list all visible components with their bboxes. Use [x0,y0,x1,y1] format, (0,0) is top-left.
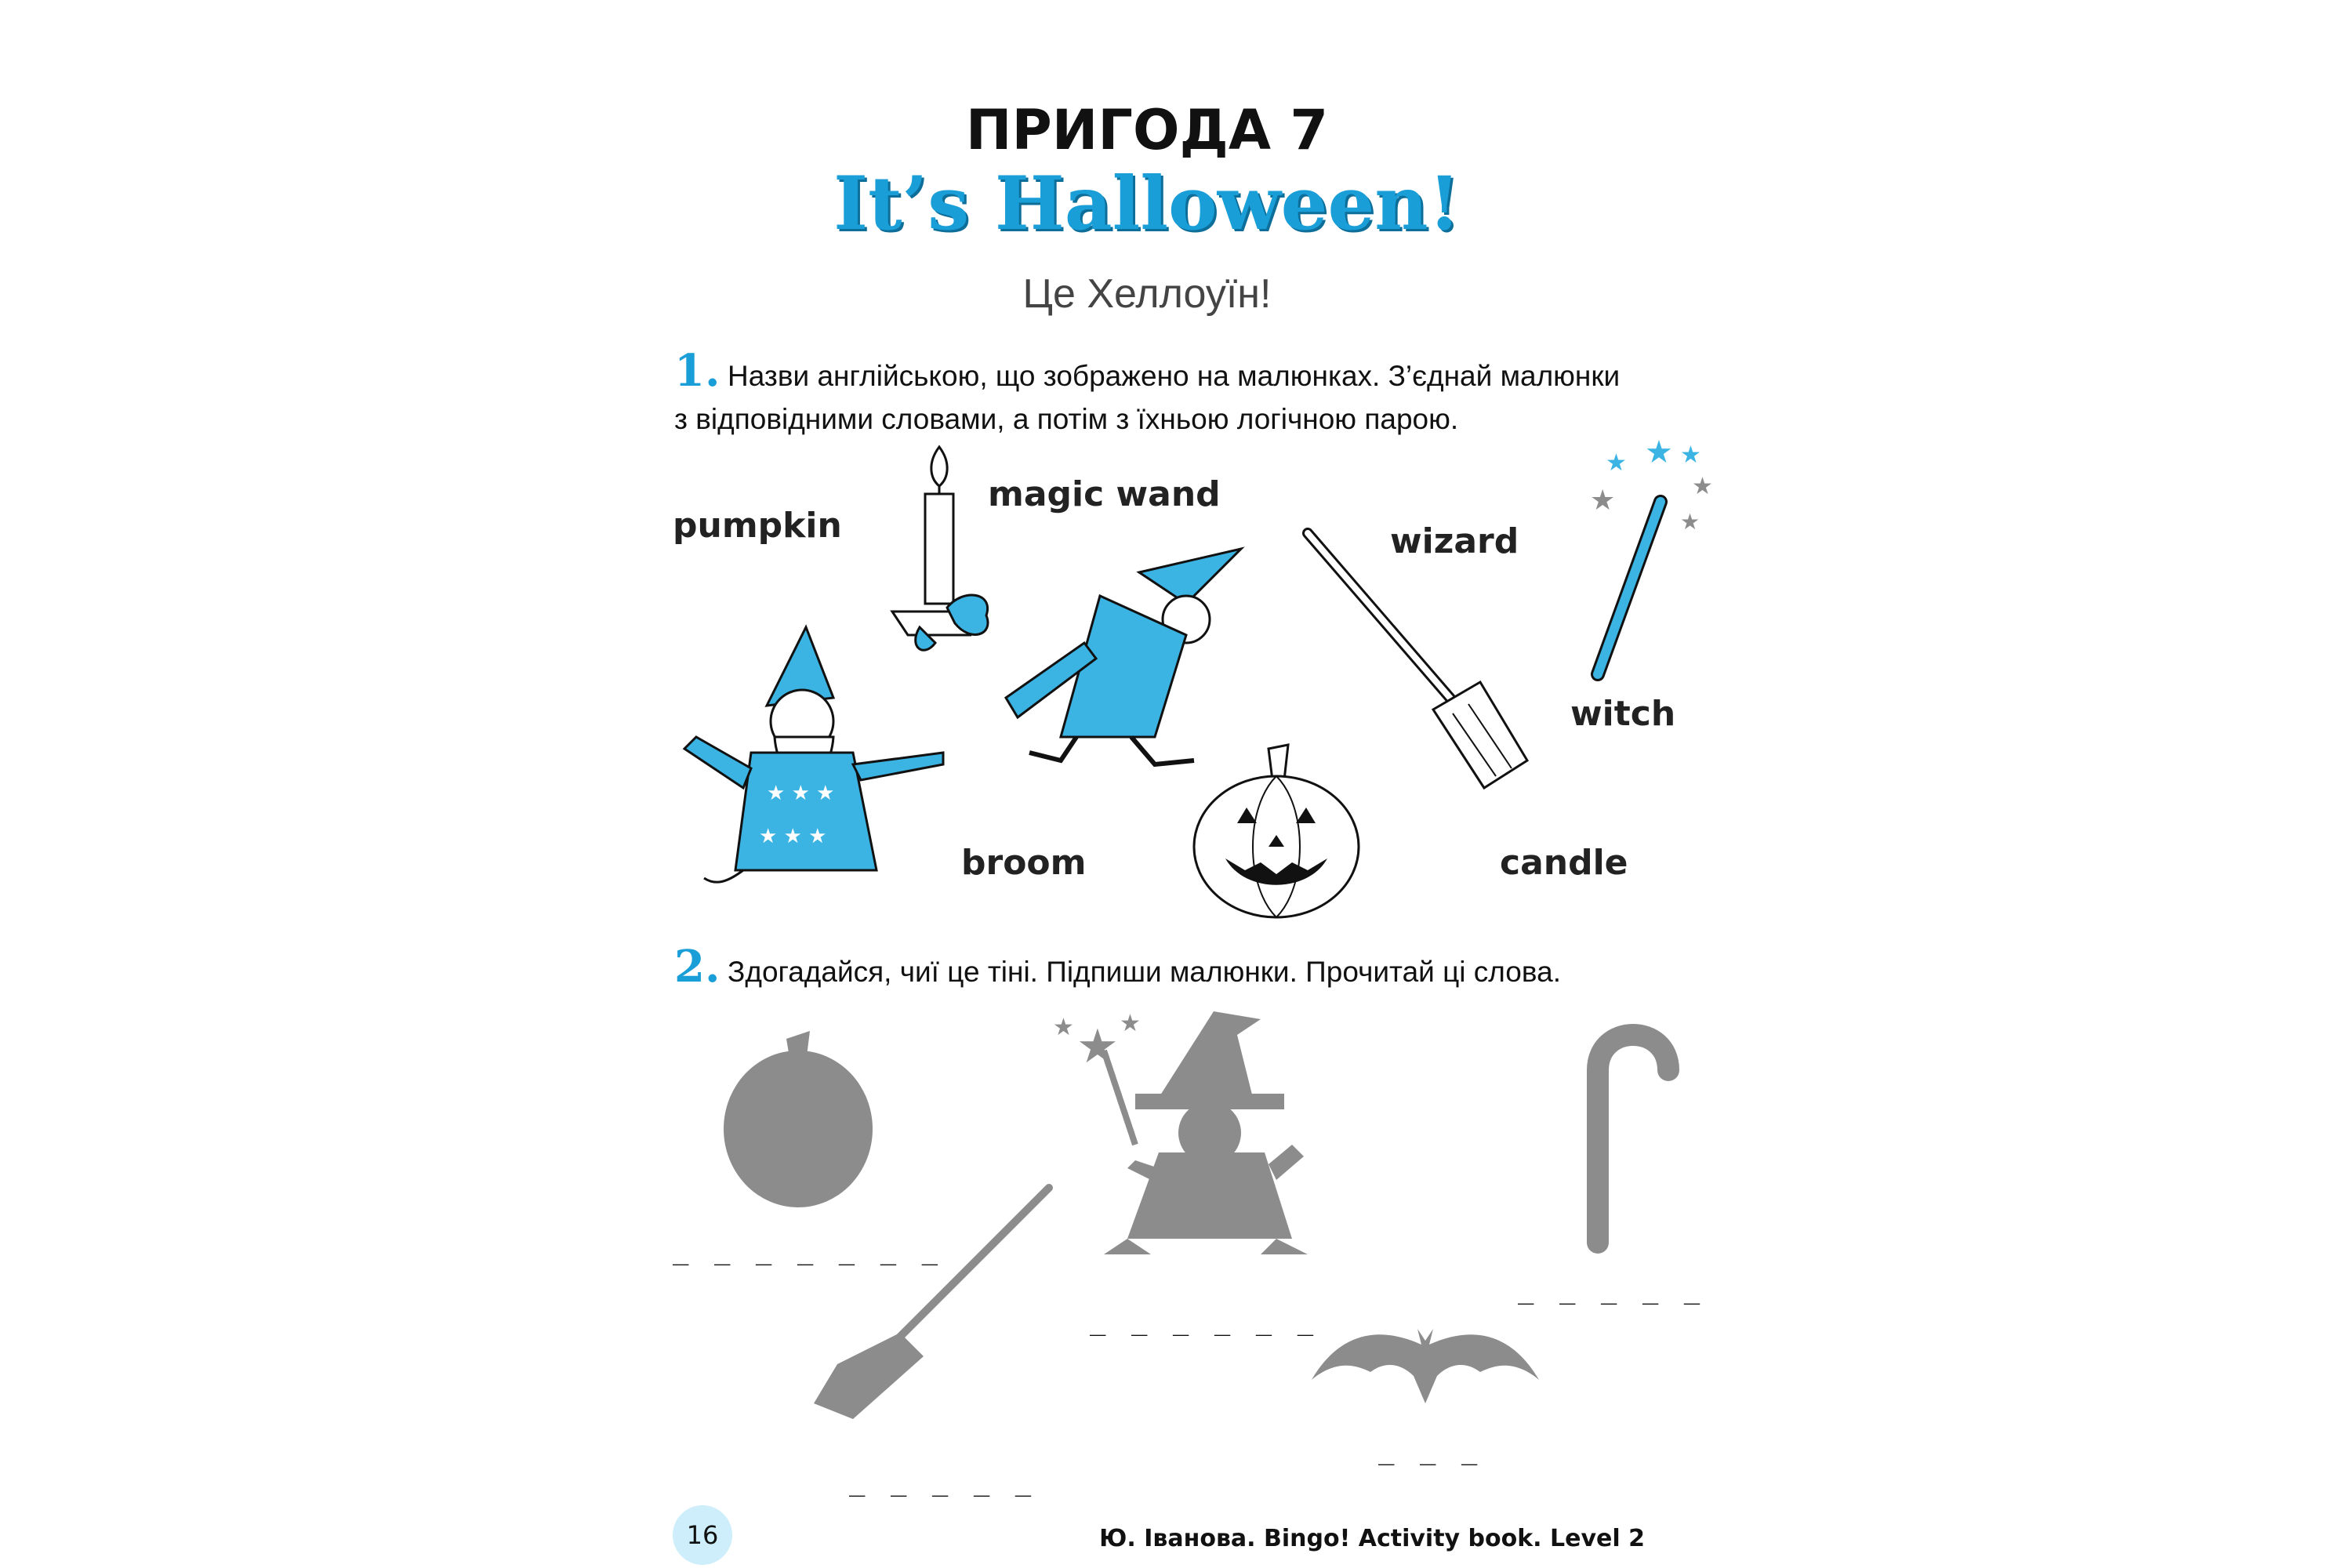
word-wizard[interactable]: wizard [1390,521,1519,561]
svg-text:★ ★ ★: ★ ★ ★ [767,782,835,805]
page-title: It’s Halloween! [833,161,1461,247]
witch-shadow-icon [1041,1004,1323,1270]
svg-text:★: ★ [1680,441,1701,469]
exercise-1-instruction-line2: з відповідними словами, а потім з їхньою логічною парою. [674,403,1459,435]
svg-text:★: ★ [1680,509,1700,535]
svg-text:★: ★ [1076,1019,1119,1074]
page-subtitle: Це Хеллоуїн! [1022,271,1272,317]
broom-shadow-icon [806,1184,1065,1443]
answer-blank-bat[interactable]: _ _ _ [1378,1435,1483,1466]
exercise-1-number: 1. [674,345,720,397]
workbook-page [571,0,1723,1568]
word-pumpkin[interactable]: pumpkin [673,506,842,546]
pumpkin-icon[interactable] [1182,737,1370,925]
answer-blank-witch[interactable]: _ _ _ _ _ _ [1090,1305,1319,1337]
page-number: 16 [673,1505,732,1565]
answer-blank-pumpkin[interactable]: _ _ _ _ _ _ _ [673,1235,943,1266]
answer-blank-broom[interactable]: _ _ _ _ _ [849,1466,1036,1497]
word-magic-wand[interactable]: magic wand [988,474,1221,514]
exercise-1-instruction-line1: Назви англійською, що зображено на малюнках. З’єднай малюнки [728,360,1621,392]
candy-cane-shadow-icon [1574,1015,1684,1250]
svg-text:★: ★ [1120,1010,1141,1037]
answer-blank-candy-cane[interactable]: _ _ _ _ _ [1518,1274,1705,1305]
word-broom[interactable]: broom [961,843,1087,883]
svg-text:★: ★ [1606,449,1627,477]
svg-text:★ ★ ★: ★ ★ ★ [759,825,827,848]
footer-credit: Ю. Іванова. Bingo! Activity book. Level 2 [1099,1525,1645,1552]
svg-text:★: ★ [1645,434,1673,470]
svg-text:★: ★ [1053,1014,1074,1041]
word-candle[interactable]: candle [1500,843,1628,883]
svg-text:★: ★ [1590,485,1616,517]
svg-text:★: ★ [1692,473,1713,500]
bat-shadow-icon [1308,1325,1543,1419]
exercise-2-instruction: Здогадайся, чиї це тіні. Підпиши малюнки. Прочитай ці слова. [728,956,1561,988]
word-witch[interactable]: witch [1570,694,1676,734]
magic-wand-icon[interactable] [1582,434,1731,682]
adventure-heading: ПРИГОДА 7 [965,98,1329,162]
wizard-icon[interactable] [673,612,955,894]
exercise-2-number: 2. [674,941,720,993]
